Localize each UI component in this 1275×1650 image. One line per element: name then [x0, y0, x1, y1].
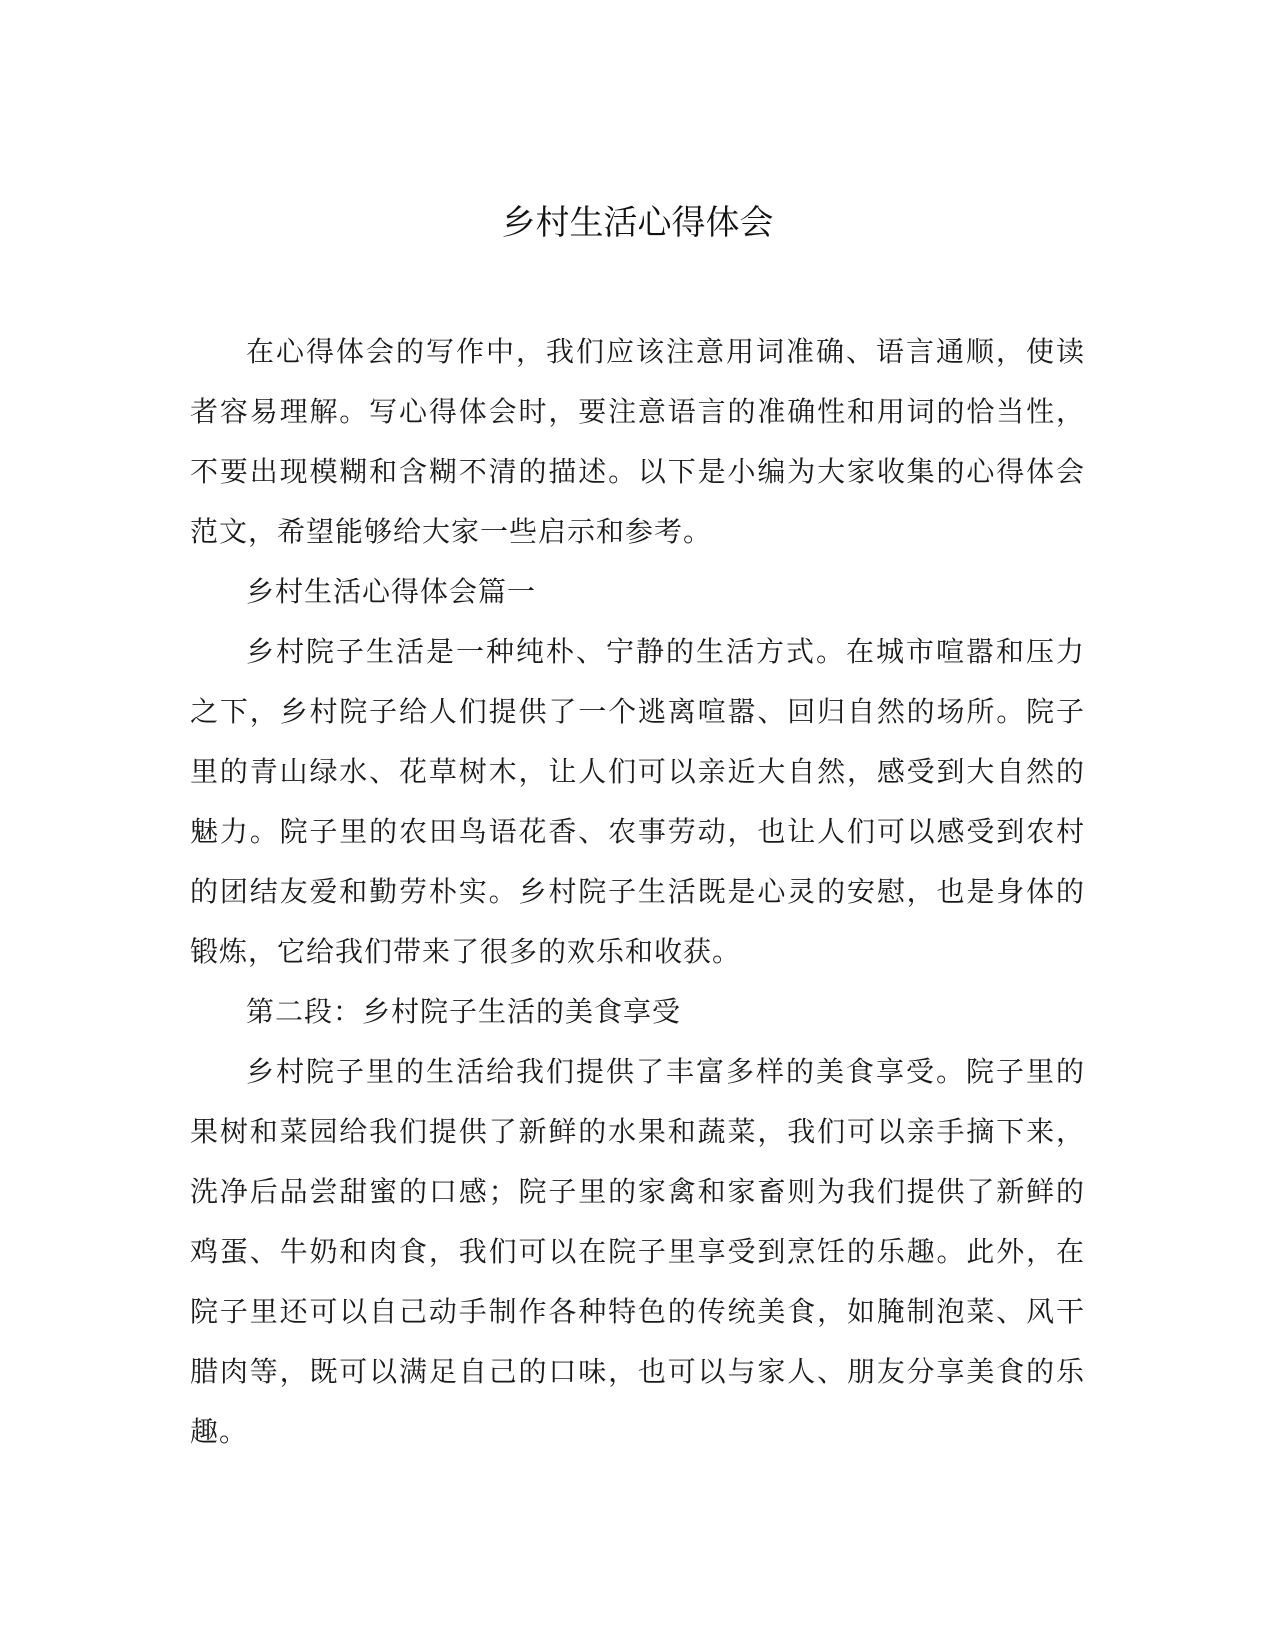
section-heading: 第二段：乡村院子生活的美食享受 [246, 995, 682, 1028]
document-title: 乡村生活心得体会 [501, 203, 774, 243]
intro-paragraph: 在心得体会的写作中，我们应该注意用词准确、语言通顺，使读者容易理解。写心得体会时，要注意语言的准确性和用词的恰当性，不要出现模糊和含糊不清的描述。以下是小编为大家收集的心得体会范文，希望能够给大家一些启示和参考。 [190, 335, 1085, 548]
body-paragraph: 乡村院子生活是一种纯朴、宁静的生活方式。在城市喧嚣和压力之下，乡村院子给人们提供了一个逃离喧嚣、回归自然的场所。院子里的青山绿水、花草树木，让人们可以亲近大自然，感受到大自然的魅力。院子里的农田鸟语花香、农事劳动，也让人们可以感受到农村的团结友爱和勤劳朴实。乡村院子生活既是心灵的安慰，也是身体的锻炼，它给我们带来了很多的欢乐和收获。 [190, 635, 1085, 968]
section-heading: 乡村生活心得体会篇一 [246, 575, 537, 608]
body-paragraph: 乡村院子里的生活给我们提供了丰富多样的美食享受。院子里的果树和菜园给我们提供了新鲜的水果和蔬菜，我们可以亲手摘下来，洗净后品尝甜蜜的口感；院子里的家禽和家畜则为我们提供了新鲜的鸡蛋、牛奶和肉食，我们可以在院子里享受到烹饪的乐趣。此外，在院子里还可以自己动手制作各种特色的传统美食，如腌制泡菜、风干腊肉等，既可以满足自己的口味，也可以与家人、朋友分享美食的乐趣。 [190, 1055, 1085, 1448]
document-body [190, 322, 1085, 1462]
